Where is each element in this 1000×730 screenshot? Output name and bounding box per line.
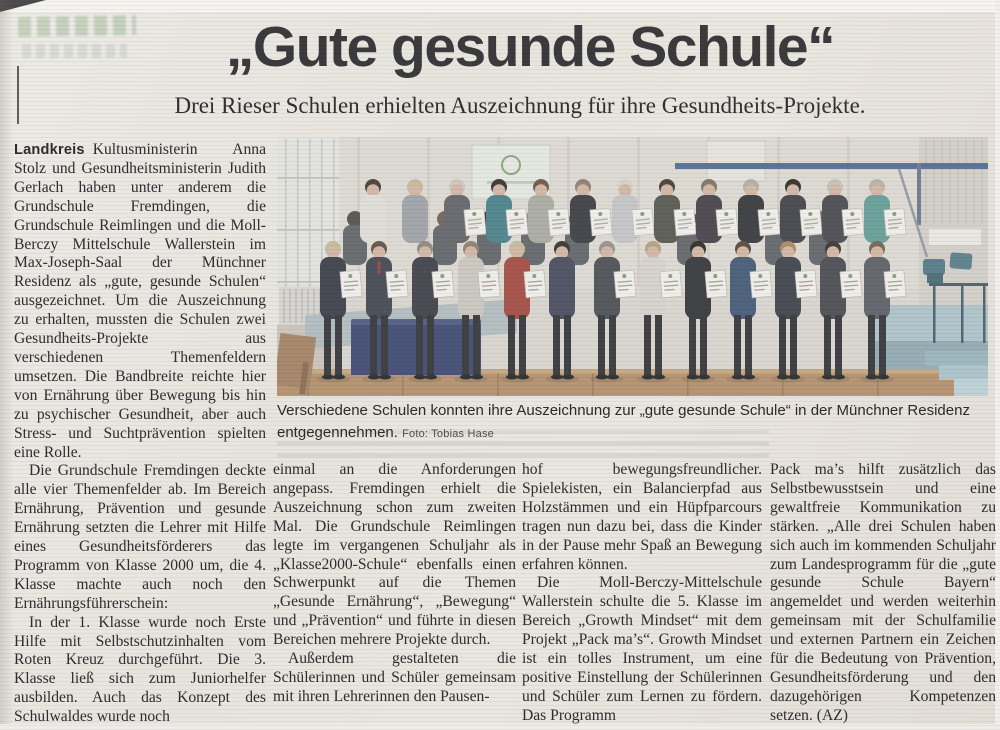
article-headline: „Gute gesunde Schule“ xyxy=(225,15,835,79)
article-photo xyxy=(277,137,988,396)
article-paragraph xyxy=(14,141,266,462)
scan-left-shade xyxy=(0,0,14,730)
article-paragraph: Pack ma’s hilft zusätzlich das Selbstbewusstsein und eine gewaltfreie Kommunikation zu stärken. „Alle drei Schulen haben sich auch im kommenden Schuljahr zum Landesprogramm für die „gute gesunde Schule Bayern“ angemeldet und werden weiterhin gemeinsam mit der Schulfamilie und externen Partnern ein Zeichen für die Bedeutung von Prävention, Gesundheitsförderung und den dazugehörigen Kompetenzen setzen. (AZ) xyxy=(770,461,996,724)
photo-caption xyxy=(277,400,989,445)
article-column-4 xyxy=(770,461,996,724)
article-column-1 xyxy=(14,141,266,724)
article-column-2 xyxy=(273,461,516,724)
bleedthrough-artifact xyxy=(22,44,127,58)
article-paragraph: Die Moll-Berczy-Mittelschule Wallerstein schulte die 5. Klasse im Bereich „Growth Mindset“ mit dem Projekt „Pack ma’s“. Growth Mindset ist ein tolles Instrument, um eine positive Einstellung der Schülerinnen und Schüler zum Lernen zu fördern. Das Programm xyxy=(522,574,762,724)
scan-top-edge xyxy=(0,0,1000,12)
article-column-3 xyxy=(522,461,762,724)
article-paragraph: hof bewegungsfreundlicher. Spielekisten, ein Balancierpfad aus Holzstämmen und ein Hüpfparcours tragen nun dazu bei, dass die Kinder in der Pause mehr Spaß an Bewegung erfahren können. xyxy=(522,461,762,573)
photo-caption-text: Verschiedene Schulen konnten ihre Auszeichnung zur „gute gesunde Schule“ in der Münchner Residenz entgegennehmen. xyxy=(277,402,970,441)
article-paragraph: einmal an die Anforderungen angepass. Fremdingen erhielt die Auszeichnung schon zum zweiten Mal. Die Grundschule Reimlingen legte im vergangenen Schuljahr als „Klasse2000-Schule“ ebenfalls einen Schwerpunkt auf die Themen „Gesunde Ernährung“, „Bewegung“ und „Prävention“ und führte in diesen Bereichen mehrere Projekte durch. xyxy=(273,461,516,649)
bleedthrough-artifact xyxy=(18,15,136,37)
scan-bottom-edge xyxy=(0,724,1000,730)
article-subhead: Drei Rieser Schulen erhielten Auszeichnung für ihre Gesundheits-Projekte. xyxy=(174,93,866,118)
article-paragraph: In der 1. Klasse wurde noch Erste Hilfe mit Selbstschutzinhalten vom Roten Kreuz durchgeführt. Die 3. Klasse ließ sich zum Juniorhelfer ausbilden. Auch das Konzept des Schulwaldes wurde noch xyxy=(14,613,266,724)
article-paragraph: Die Grundschule Fremdingen deckte alle vier Themenfelder ab. Im Bereich Ernährung, Prävention und gesunde Ernährung setzten die Lehrer mit Hilfe eines Gesundheitsförderers das Programm von Klasse 2000 um, die 4. Klasse machte auch noch den Ernährungsführerschein: xyxy=(14,462,266,612)
scan-edge-mark xyxy=(17,66,19,124)
paragraph-text: Kultusministerin Anna Stolz und Gesundheitsministerin Judith Gerlach haben unter anderem die Grundschule Fremdingen, die Grundschule Reimlingen und die Moll-Berczy Mittelschule Wallerstein im Max-Joseph-Saal der Münchner Residenz als „gute, gesunde Schulen“ ausgezeichnet. Um die Auszeichnung zu erhalten, mussten die Schulen zwei Gesundheits-Projekte aus verschiedenen Themenfeldern umsetzen. Die Bandbreite reichte hier von Ernährung über Bewegung bis hin zu psychischer Gesundheit, aber auch Stress- und Suchtprävention spielten eine Rolle. xyxy=(14,141,266,461)
dateline-label: Landkreis xyxy=(14,142,85,158)
group-photo-illustration xyxy=(277,137,988,396)
photo-credit: Foto: Tobias Hase xyxy=(402,427,494,440)
article-paragraph: Außerdem gestalteten die Schülerinnen und Schüler gemeinsam mit ihren Lehrerinnen den Pausen- xyxy=(273,650,516,705)
